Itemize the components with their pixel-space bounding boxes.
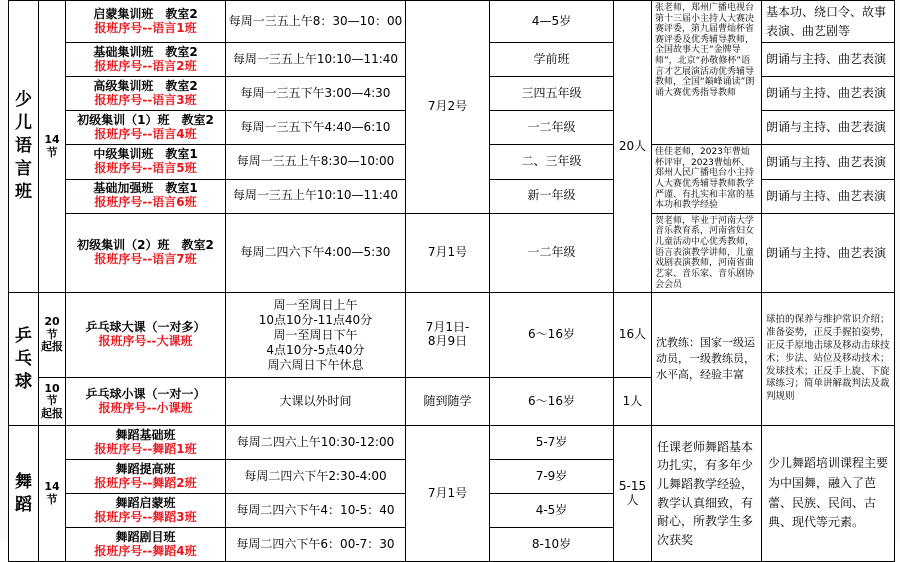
category-char: 班 <box>15 181 32 202</box>
teacher-info: 佳佳老师，2023年曹灿杯评审，2023曹灿杯、郑州人民广播电台小主持人大赛优秀辅导教师教学严谨、有扎实和丰富的基本功和教学经验 <box>652 145 762 214</box>
category-char: 乓 <box>15 348 32 369</box>
class-name-cell <box>66 460 226 494</box>
capacity-cell: 16人 <box>614 293 652 378</box>
teacher-info: 沈教练：国家一级运动员，一级教练员，水平高，经验丰富 <box>652 293 762 426</box>
category-char: 蹈 <box>15 494 32 515</box>
content-cell: 朗诵与主持、曲艺表演 <box>762 145 895 179</box>
enroll-code: 报班序号--大课班 <box>98 334 193 349</box>
class-name-cell <box>66 77 226 111</box>
schedule-line: 大课以外时间 <box>279 394 352 409</box>
grade-cell: 5-7岁 <box>490 426 614 460</box>
class-name: 乒乓球大课（一对多） <box>85 320 206 335</box>
schedule-line: 周一至周日下午 <box>273 327 358 342</box>
class-name-cell <box>66 1 226 43</box>
content-cell: 朗诵与主持、曲艺表演 <box>762 43 895 77</box>
content-cell: 朗诵与主持、曲艺表演 <box>762 213 895 292</box>
category-dance <box>9 426 39 562</box>
class-name-cell <box>66 213 226 292</box>
session-count <box>39 378 66 426</box>
grade-cell: 4—5岁 <box>490 1 614 43</box>
grade-cell: 一二年级 <box>490 213 614 292</box>
teacher-info: 任课老师舞蹈基本功扎实，有多年少儿舞蹈教学经验，教学认真细致，有耐心，所教学生多次获奖 <box>652 426 762 562</box>
class-name-cell <box>66 111 226 145</box>
teacher-info: 贺老师，毕业于河南大学音乐教育系，河南省妇女儿童活动中心优秀教师，语言表演教学讲师，儿童戏剧表演教师，河南省曲艺家、音乐家、音乐剧协会会员 <box>652 213 762 292</box>
category-char: 语 <box>15 136 32 157</box>
grade-cell: 学前班 <box>490 43 614 77</box>
table-row <box>9 213 895 292</box>
class-name: 舞蹈提高班 <box>115 461 176 476</box>
class-name: 启蒙集训班 教室2 <box>93 6 198 21</box>
class-name-cell <box>66 293 226 378</box>
category-char: 少 <box>15 90 32 111</box>
session-count-value: 10节 <box>44 381 60 408</box>
enroll-code: 报班序号--舞蹈2班 <box>94 475 197 490</box>
session-count <box>39 293 66 378</box>
session-count: 14节 <box>39 1 66 293</box>
enroll-code: 报班序号--语言7班 <box>94 251 197 266</box>
grade-cell: 一二年级 <box>490 111 614 145</box>
teacher-info: 张老师，郑州广播电视台第十三届小主持人大赛决赛评委，第九届曹灿杯省赛评委及优秀辅导教师，全国故事大王“金牌导师”，北京“孙敬修杯”语言才艺展演活动优秀辅导教师，全国“巅峰诵读”朗诵大赛优秀指导教师 <box>652 1 762 145</box>
schedule-cell: 每周一三五上午8:30—10:00 <box>226 145 406 179</box>
class-name-cell <box>66 145 226 179</box>
schedule-cell: 每周一三五下午3:00—4:30 <box>226 77 406 111</box>
schedule-cell: 每周二四六下午6：00-7：30 <box>226 528 406 562</box>
class-name-cell <box>66 426 226 460</box>
class-name-cell <box>66 43 226 77</box>
schedule-cell: 每周二四六下午2:30-4:00 <box>226 460 406 494</box>
category-char: 儿 <box>15 113 32 134</box>
course-schedule-table <box>8 0 895 562</box>
enroll-code: 报班序号--舞蹈4班 <box>94 543 197 558</box>
table-row <box>9 293 895 378</box>
schedule-line: 周六周日下午休息 <box>267 357 364 372</box>
class-name-cell <box>66 179 226 213</box>
session-count-note: 起报 <box>41 406 63 420</box>
table-row <box>9 1 895 43</box>
date-line: 7月1日- <box>425 320 470 335</box>
content-cell: 基本功、绕口令、故事表演、曲艺剧等 <box>762 1 895 43</box>
grade-cell: 新一年级 <box>490 179 614 213</box>
schedule-line: 10点10分-11点40分 <box>258 312 373 327</box>
class-name: 初级集训（1）班 教室2 <box>77 112 214 127</box>
grade-cell: 6～16岁 <box>490 378 614 426</box>
session-count-value: 20节 <box>44 315 60 341</box>
schedule-line: 周一至周日上午 <box>273 297 358 312</box>
content-cell: 少儿舞蹈培训课程主要为中国舞，融入了芭蕾、民族、民间、古典、现代等元素。 <box>762 426 895 562</box>
enroll-code: 报班序号--语言3班 <box>94 92 197 107</box>
schedule-cell: 每周一三五上午8：30—10：00 <box>226 1 406 43</box>
category-char: 舞 <box>15 471 32 492</box>
enroll-code: 报班序号--语言5班 <box>94 160 197 175</box>
schedule-line: 4点10分-5点40分 <box>266 342 365 357</box>
start-date: 随到随学 <box>406 378 490 426</box>
class-name-cell <box>66 378 226 426</box>
schedule-cell: 每周二四六下午4：10-5：40 <box>226 494 406 528</box>
date-line: 8月9日 <box>427 334 468 349</box>
schedule-cell: 每周一三五上午10:10—11:40 <box>226 43 406 77</box>
enroll-code: 报班序号--舞蹈1班 <box>94 441 197 456</box>
enroll-code: 报班序号--语言6班 <box>94 195 197 210</box>
grade-cell: 三四五年级 <box>490 77 614 111</box>
grade-cell: 二、三年级 <box>490 145 614 179</box>
category-pingpong <box>9 293 39 426</box>
category-char: 言 <box>15 159 32 180</box>
class-name: 基础加强班 教室1 <box>93 181 198 196</box>
session-count-note: 起报 <box>41 340 63 354</box>
class-name-cell <box>66 528 226 562</box>
capacity-cell: 5-15人 <box>614 426 652 562</box>
schedule-cell: 每周二四六下午4:00—5:30 <box>226 213 406 292</box>
class-name: 中级集训班 教室1 <box>93 147 198 162</box>
category-char: 乒 <box>15 325 32 346</box>
start-date: 7月1号 <box>406 213 490 292</box>
grade-cell: 8-10岁 <box>490 528 614 562</box>
capacity-cell: 20人 <box>614 1 652 293</box>
category-language <box>9 1 39 293</box>
start-date: 7月2号 <box>406 1 490 214</box>
start-date <box>406 293 490 378</box>
schedule-cell: 每周二四六上午10:30-12:00 <box>226 426 406 460</box>
class-name: 乒乓球小课（一对一） <box>85 386 206 401</box>
content-cell: 朗诵与主持、曲艺表演 <box>762 179 895 213</box>
table-row <box>9 426 895 460</box>
session-count: 14节 <box>39 426 66 562</box>
enroll-code: 报班序号--小课班 <box>98 400 193 415</box>
enroll-code: 报班序号--舞蹈3班 <box>94 509 197 524</box>
class-name: 舞蹈启蒙班 <box>115 495 176 510</box>
schedule-cell <box>226 293 406 378</box>
class-name-cell <box>66 494 226 528</box>
class-name: 舞蹈剧目班 <box>115 529 176 544</box>
enroll-code: 报班序号--语言4班 <box>94 126 197 141</box>
schedule-cell: 每周一三五下午4:40—6:10 <box>226 111 406 145</box>
start-date: 7月1号 <box>406 426 490 562</box>
content-cell: 球拍的保养与维护常识介绍；准备姿势，正反手握拍姿势，正反手原地击球及移动击球技术；步法、站位及移动技术；发球技术；正反手上旋、下旋球练习；简单讲解裁判法及裁判规则 <box>762 293 895 426</box>
grade-cell: 7-9岁 <box>490 460 614 494</box>
schedule-cell <box>226 378 406 426</box>
class-name: 初级集训（2）班 教室2 <box>77 238 214 253</box>
grade-cell: 4-5岁 <box>490 494 614 528</box>
enroll-code: 报班序号--语言2班 <box>94 58 197 73</box>
content-cell: 朗诵与主持、曲艺表演 <box>762 111 895 145</box>
class-name: 高级集训班 教室2 <box>93 78 198 93</box>
category-char: 球 <box>15 371 32 392</box>
schedule-cell: 每周一三五上午10:10—11:40 <box>226 179 406 213</box>
enroll-code: 报班序号--语言1班 <box>94 20 197 35</box>
class-name: 舞蹈基础班 <box>115 427 176 442</box>
grade-cell: 6～16岁 <box>490 293 614 378</box>
content-cell: 朗诵与主持、曲艺表演 <box>762 77 895 111</box>
class-name: 基础集训班 教室2 <box>93 44 198 59</box>
capacity-cell: 1人 <box>614 378 652 426</box>
